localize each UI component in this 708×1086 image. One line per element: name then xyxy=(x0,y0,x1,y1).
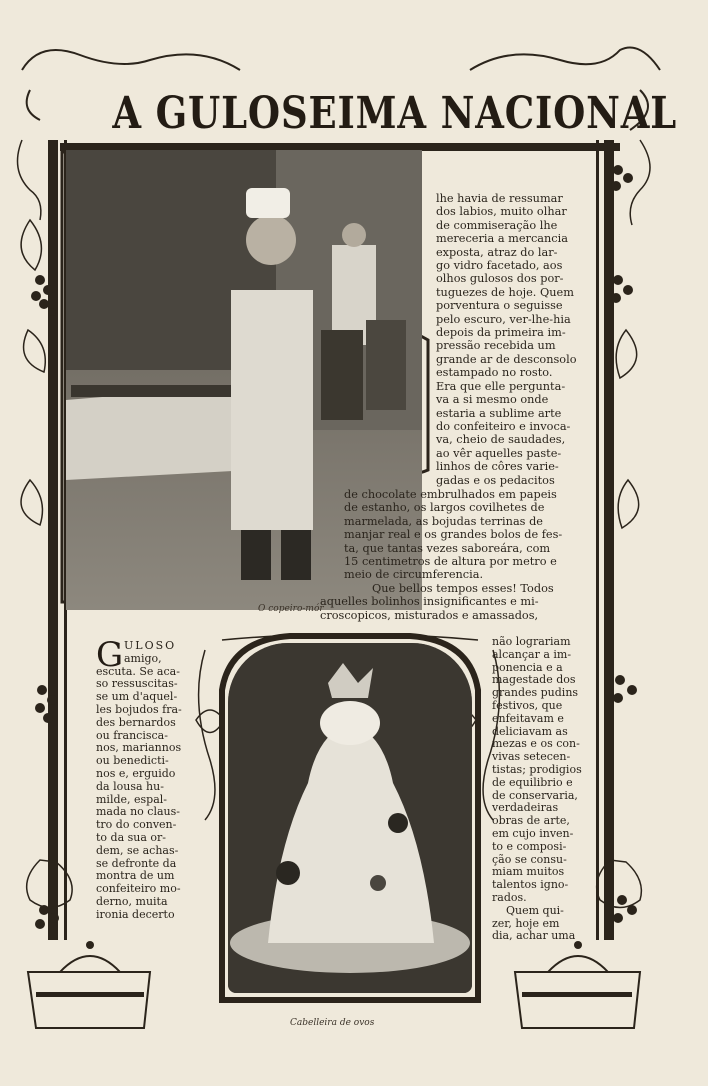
text-line: to da sua or- xyxy=(96,830,167,844)
text-line: de chocolate embrulhados em papeis xyxy=(344,488,557,501)
text-line: so ressuscitas- xyxy=(96,677,178,691)
text-line: marmelada, as bojudas terrinas de xyxy=(344,514,543,528)
text-line: pressão recebida um xyxy=(436,339,556,353)
text-line: pelo escuro, ver-lhe-hia xyxy=(436,312,571,326)
text-line: ULOSO xyxy=(124,639,177,652)
page-title: A GULOSEIMA NACIONAL xyxy=(112,88,678,139)
text-line: des bernardos xyxy=(96,715,176,729)
text-line: magestade dos xyxy=(492,673,576,687)
text-line: de estanho, os largos covilhetes de xyxy=(344,501,545,515)
text-line: ta, que tantas vezes saboreára, com xyxy=(344,541,551,555)
article-right-lower-column xyxy=(492,636,584,943)
text-line: ção se consu- xyxy=(492,852,567,866)
text-line: vivas setecen- xyxy=(492,750,571,764)
text-line: 15 centimetros de altura por metro e xyxy=(344,555,557,569)
text-line: obras de arte, xyxy=(492,814,570,828)
text-line: de conservaria, xyxy=(492,788,578,802)
text-line: montra de um xyxy=(96,869,175,883)
text-line: ou benedicti- xyxy=(96,754,169,768)
text-line: miam muitos xyxy=(492,865,565,879)
text-line: rados. xyxy=(492,890,527,904)
text-line: grandes pudins xyxy=(492,686,579,700)
text-line: enfeitavam e xyxy=(492,711,564,725)
article-wide-lines xyxy=(320,488,590,622)
drop-cap: G xyxy=(96,635,124,675)
text-line: dos labios, muito olhar xyxy=(436,205,567,219)
text-line: va a si mesmo onde xyxy=(436,393,549,407)
text-line: nos e, erguido xyxy=(96,766,176,780)
text-line: escuta. Se aca- xyxy=(96,664,180,678)
text-line: estampado no rosto. xyxy=(436,366,553,380)
text-line: amigo, xyxy=(124,651,162,665)
text-line: mereceria a mercancia xyxy=(436,232,568,246)
text-line: dia, achar uma xyxy=(492,929,576,943)
text-line: dem, se achas- xyxy=(96,843,179,857)
text-line: confeiteiro mo- xyxy=(96,882,181,896)
text-line: se um d'aquel- xyxy=(96,690,178,704)
text-line: to e composi- xyxy=(492,839,567,853)
text-line: porventura o seguisse xyxy=(436,299,563,313)
text-line: olhos gulosos dos por- xyxy=(436,272,564,286)
text-line: gadas e os pedacitos xyxy=(436,473,555,487)
text-line: ironia decerto xyxy=(96,907,175,921)
caption-photo1: O copeiro-mór xyxy=(258,604,324,614)
text-line: tro do conven- xyxy=(96,818,177,832)
text-line: va, cheio de saudades, xyxy=(436,433,566,447)
text-line: não lograriam xyxy=(492,635,571,648)
text-line: depois da primeira im- xyxy=(436,326,566,340)
text-line: zer, hoje em xyxy=(492,916,560,930)
text-line: nos, mariannos xyxy=(96,741,182,755)
text-line: aquelles bolinhos insignificantes e mi- xyxy=(320,595,539,609)
text-line: manjar real e os grandes bolos de fes- xyxy=(344,528,563,542)
text-line: festivos, que xyxy=(492,698,563,712)
text-line: go vidro facetado, aos xyxy=(436,259,563,273)
text-line: ou franciscа- xyxy=(96,728,168,742)
text-line: do confeiteiro e invoca- xyxy=(436,419,571,433)
article-left-column xyxy=(96,635,184,922)
text-line: se defronte da xyxy=(96,856,177,870)
text-line: tistas; prodigios xyxy=(492,762,582,776)
photo-cabelleira-de-ovos xyxy=(228,643,472,993)
text-line: Quem qui- xyxy=(506,903,564,917)
text-line: exposta, atraz do lar- xyxy=(436,245,558,259)
text-line: grande ar de desconsolo xyxy=(436,352,577,366)
text-line: estaria a sublime arte xyxy=(436,406,562,420)
text-line: talentos igno- xyxy=(492,878,569,892)
text-line: verdadeiras xyxy=(492,801,559,815)
text-line: Que bellos tempos esses! Todos xyxy=(372,581,554,595)
text-line: lhe havia de ressumar xyxy=(436,192,563,205)
text-line: ponencia e a xyxy=(492,660,563,674)
text-line: de commiseração lhe xyxy=(436,218,558,232)
text-line: alcançar a im- xyxy=(492,647,572,661)
text-line: linhos de côres varie- xyxy=(436,460,559,474)
text-line: croscopicos, misturados e amassados, xyxy=(320,608,539,622)
text-line: mezas e os con- xyxy=(492,737,580,751)
text-line: da lousa hu- xyxy=(96,779,164,793)
text-line: tuguezes de hoje. Quem xyxy=(436,285,574,299)
text-line: les bojudos fra- xyxy=(96,702,182,716)
article-right-column xyxy=(436,192,586,487)
text-line: mada no claus- xyxy=(96,805,180,819)
text-line: deliciavam as xyxy=(492,724,568,738)
caption-photo2: Cabelleira de ovos xyxy=(290,1018,375,1028)
text-line: ao vêr aquelles paste- xyxy=(436,446,562,460)
text-line: em cujo inven- xyxy=(492,826,574,840)
text-line: derno, muita xyxy=(96,894,168,908)
text-line: Era que elle pergunta- xyxy=(436,379,566,393)
text-line: meio de circumferencia. xyxy=(344,568,484,582)
text-line: de equilibrio e xyxy=(492,775,573,789)
text-line: milde, espal- xyxy=(96,792,168,806)
